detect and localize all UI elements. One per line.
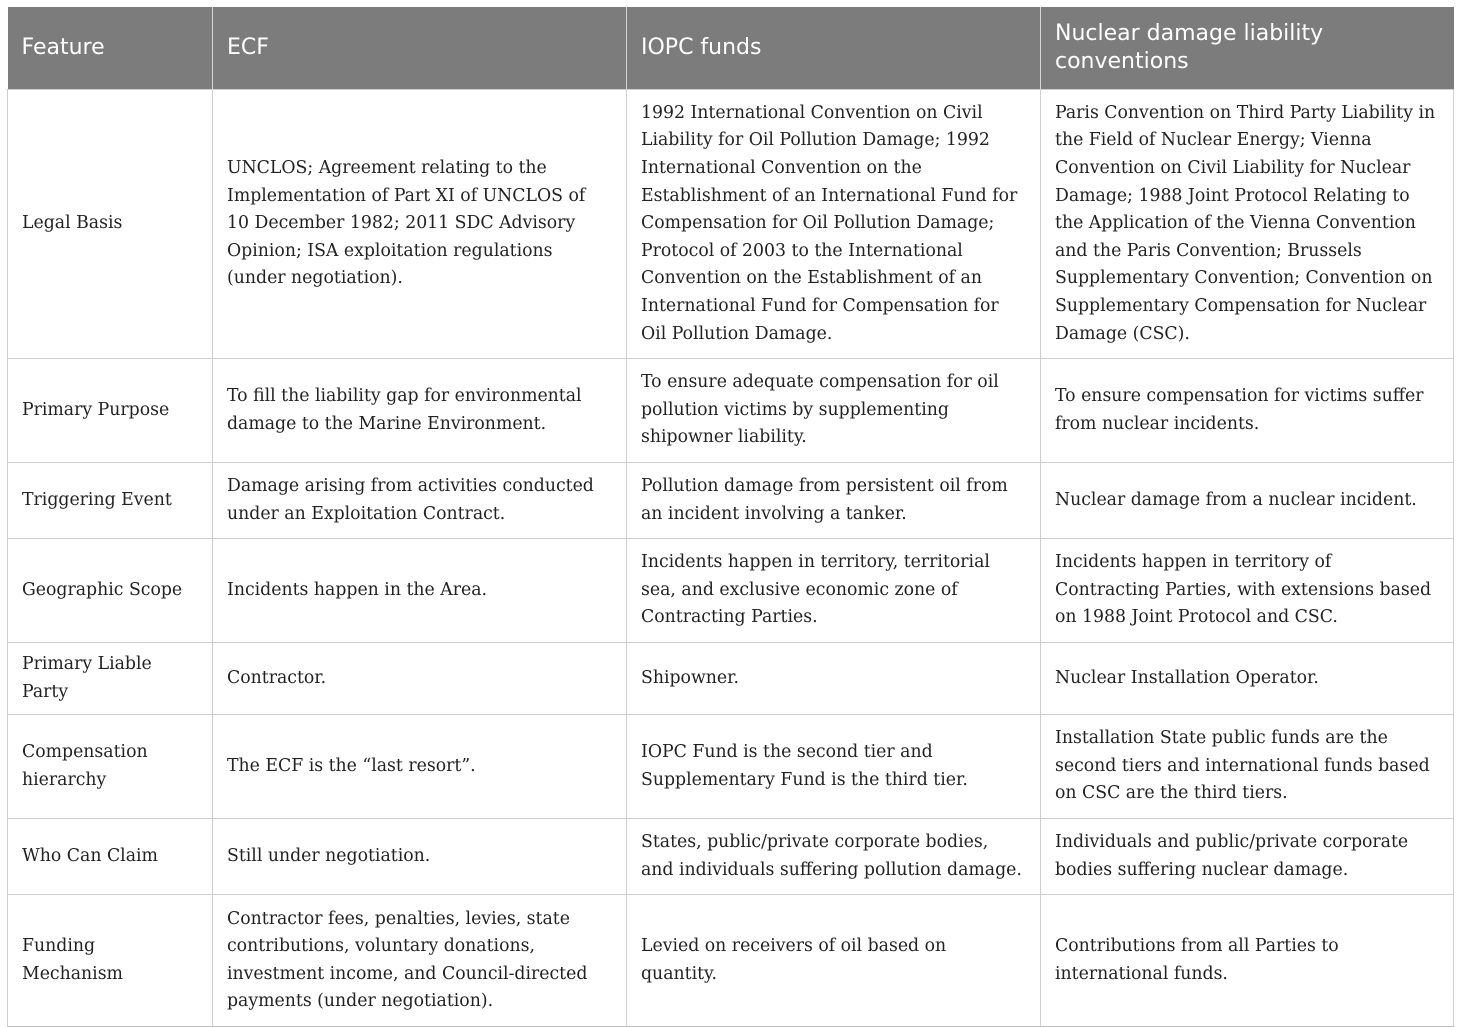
iopc-cell: Incidents happen in territory, territorial sea, and exclusive economic zone of Contracting Parties. xyxy=(627,539,1041,643)
iopc-cell: States, public/private corporate bodies, and individuals suffering pollution damage. xyxy=(627,819,1041,895)
table-row xyxy=(8,539,1454,643)
feature-cell: Primary Purpose xyxy=(8,359,213,463)
nuclear-cell: To ensure compensation for victims suffer from nuclear incidents. xyxy=(1041,359,1454,463)
header-feature: Feature xyxy=(8,7,213,90)
header-nuclear-conventions: Nuclear damage liability conventions xyxy=(1041,7,1454,90)
table-body xyxy=(8,90,1454,1027)
ecf-cell: Still under negotiation. xyxy=(213,819,627,895)
table-row xyxy=(8,895,1454,1027)
feature-cell: Funding Mechanism xyxy=(8,895,213,1027)
iopc-cell: Shipowner. xyxy=(627,643,1041,715)
table-row xyxy=(8,715,1454,819)
nuclear-cell: Nuclear damage from a nuclear incident. xyxy=(1041,463,1454,539)
ecf-cell: To fill the liability gap for environmental damage to the Marine Environment. xyxy=(213,359,627,463)
feature-cell: Triggering Event xyxy=(8,463,213,539)
iopc-cell: IOPC Fund is the second tier and Supplementary Fund is the third tier. xyxy=(627,715,1041,819)
ecf-cell: Damage arising from activities conducted under an Exploitation Contract. xyxy=(213,463,627,539)
iopc-cell: To ensure adequate compensation for oil pollution victims by supplementing shipowner liability. xyxy=(627,359,1041,463)
header-ecf: ECF xyxy=(213,7,627,90)
ecf-cell: UNCLOS; Agreement relating to the Implementation of Part XI of UNCLOS of 10 December 1982; 2011 SDC Advisory Opinion; ISA exploitation regulations (under negotiation). xyxy=(213,90,627,359)
feature-cell: Primary Liable Party xyxy=(8,643,213,715)
feature-cell: Geographic Scope xyxy=(8,539,213,643)
nuclear-cell: Paris Convention on Third Party Liability in the Field of Nuclear Energy; Vienna Convention on Civil Liability for Nuclear Damage; 1988 Joint Protocol Relating to the Application of the Vienna Convention and the Paris Convention; Brussels Supplementary Convention; Convention on Supplementary Compensation for Nuclear Damage (CSC). xyxy=(1041,90,1454,359)
ecf-cell: Contractor. xyxy=(213,643,627,715)
feature-cell: Legal Basis xyxy=(8,90,213,359)
nuclear-cell: Contributions from all Parties to international funds. xyxy=(1041,895,1454,1027)
table-row xyxy=(8,463,1454,539)
ecf-cell: The ECF is the “last resort”. xyxy=(213,715,627,819)
nuclear-cell: Nuclear Installation Operator. xyxy=(1041,643,1454,715)
iopc-cell: Levied on receivers of oil based on quantity. xyxy=(627,895,1041,1027)
feature-cell: Compensation hierarchy xyxy=(8,715,213,819)
nuclear-cell: Incidents happen in territory of Contracting Parties, with extensions based on 1988 Joint Protocol and CSC. xyxy=(1041,539,1454,643)
table-row xyxy=(8,90,1454,359)
nuclear-cell: Individuals and public/private corporate bodies suffering nuclear damage. xyxy=(1041,819,1454,895)
iopc-cell: Pollution damage from persistent oil from an incident involving a tanker. xyxy=(627,463,1041,539)
table-header xyxy=(8,7,1454,90)
header-iopc-funds: IOPC funds xyxy=(627,7,1041,90)
table-row xyxy=(8,359,1454,463)
feature-cell: Who Can Claim xyxy=(8,819,213,895)
ecf-cell: Contractor fees, penalties, levies, state contributions, voluntary donations, investment income, and Council-directed payments (under negotiation). xyxy=(213,895,627,1027)
ecf-cell: Incidents happen in the Area. xyxy=(213,539,627,643)
comparison-table xyxy=(7,7,1454,1027)
header-row xyxy=(8,7,1454,90)
table-row xyxy=(8,819,1454,895)
nuclear-cell: Installation State public funds are the second tiers and international funds based on CSC are the third tiers. xyxy=(1041,715,1454,819)
table-row xyxy=(8,643,1454,715)
iopc-cell: 1992 International Convention on Civil Liability for Oil Pollution Damage; 1992 International Convention on the Establishment of an International Fund for Compensation for Oil Pollution Damage; Protocol of 2003 to the International Convention on the Establishment of an International Fund for Compensation for Oil Pollution Damage. xyxy=(627,90,1041,359)
